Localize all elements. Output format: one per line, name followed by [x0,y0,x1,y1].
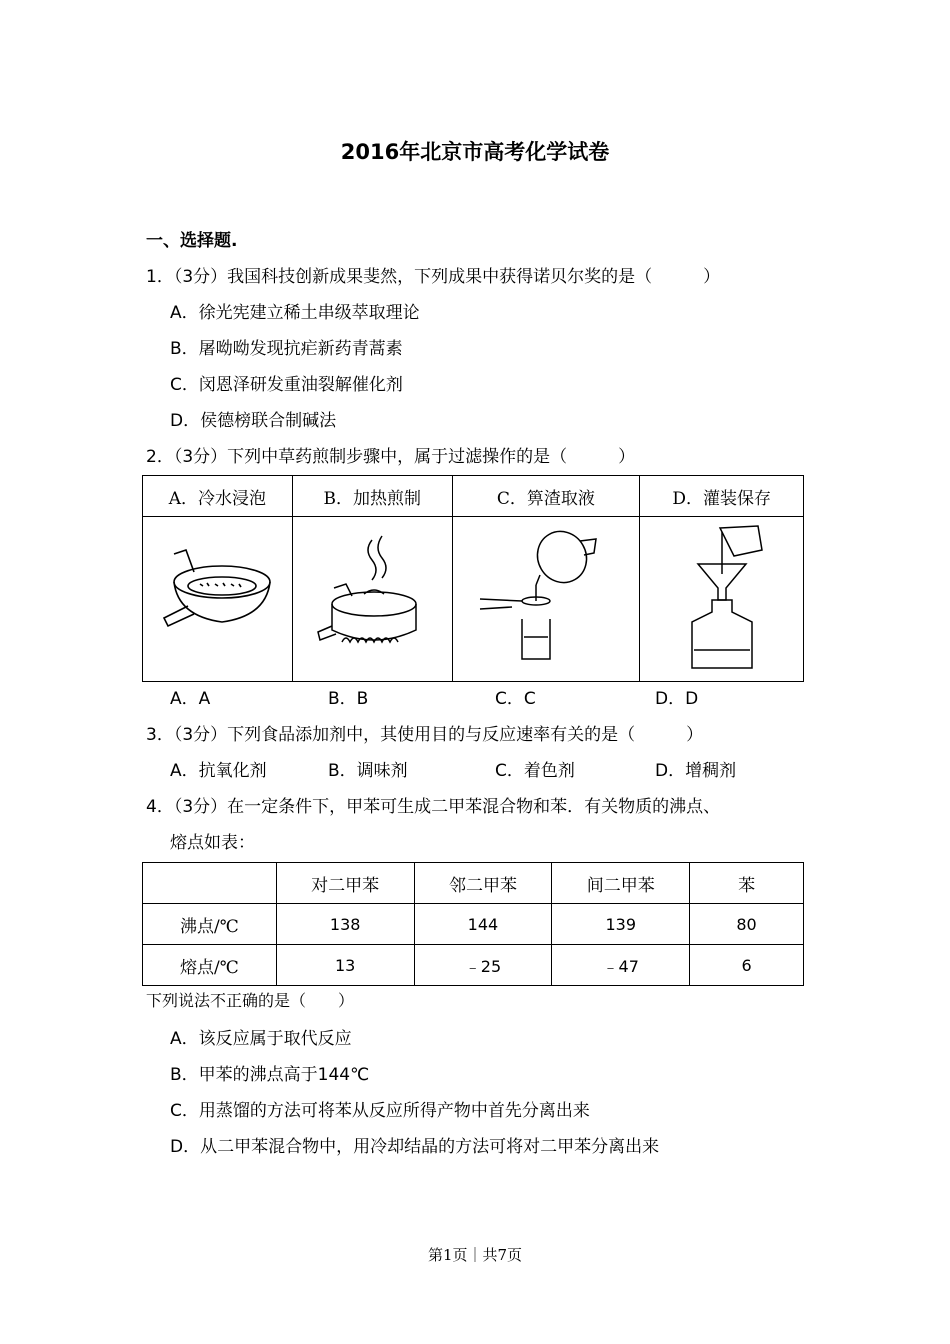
q4-row-boiling-label: 沸点/℃ [143,904,277,945]
question-1-option-b: B．屠呦呦发现抗疟新药青蒿素 [170,339,403,359]
question-1-option-c: C．闵恩泽研发重油裂解催化剂 [170,375,403,395]
question-1-option-d: D．侯德榜联合制碱法 [170,411,337,431]
q4-cell: 6 [690,945,804,986]
question-4-prompt: 下列说法不正确的是（ ） [146,991,355,1010]
question-3-stem: 3．（3分）下列食品添加剂中，其使用目的与反应速率有关的是（ ） [146,725,704,745]
question-2-answer-b: B．B [328,689,369,709]
bottling-illustration [662,522,782,672]
q2-header-a: A．冷水浸泡 [143,476,293,517]
q2-image-b [292,517,452,682]
q4-header-p-xylene: 对二甲苯 [276,863,414,904]
q2-image-d [640,517,804,682]
q4-header-benzene: 苯 [690,863,804,904]
page-footer: 第1页｜共7页 [427,1246,523,1264]
question-2-answer-a: A．A [170,689,211,709]
page-title: 2016年北京市高考化学试卷 [340,140,610,164]
q4-cell: 80 [690,904,804,945]
q4-cell: ﹣25 [414,945,552,986]
q2-header-d: D．灌装保存 [640,476,804,517]
question-3-option-b: B．调味剂 [328,761,408,781]
q4-cell: ﹣47 [552,945,690,986]
q2-image-a [143,517,293,682]
strain-liquid-illustration [476,527,616,667]
q4-row-melting-label: 熔点/℃ [143,945,277,986]
question-1-option-a: A．徐光宪建立稀土串级萃取理论 [170,303,420,323]
q4-header-m-xylene: 间二甲苯 [552,863,690,904]
question-4-table [142,862,804,986]
q4-cell: 139 [552,904,690,945]
question-4-option-a: A．该反应属于取代反应 [170,1029,352,1049]
q2-header-c: C．箅渣取液 [452,476,640,517]
section-heading: 一、选择题. [146,231,238,251]
question-3-option-c: C．着色剂 [495,761,575,781]
question-2-answer-c: C．C [495,689,536,709]
q4-cell: 13 [276,945,414,986]
question-2-answer-d: D．D [655,689,699,709]
question-3-option-a: A．抗氧化剂 [170,761,267,781]
question-4-option-d: D．从二甲苯混合物中，用冷却结晶的方法可将对二甲苯分离出来 [170,1137,660,1157]
q2-image-c [452,517,640,682]
q4-cell: 138 [276,904,414,945]
question-4-stem-line-2: 熔点如表： [170,833,255,853]
q2-header-b: B．加热煎制 [292,476,452,517]
q4-cell: 144 [414,904,552,945]
question-1-stem: 1．（3分）我国科技创新成果斐然，下列成果中获得诺贝尔奖的是（ ） [146,267,721,287]
question-2-stem: 2．（3分）下列中草药煎制步骤中，属于过滤操作的是（ ） [146,447,636,467]
question-2-table [142,475,804,682]
q4-header-empty [143,863,277,904]
question-4-stem-line-1: 4．（3分）在一定条件下，甲苯可生成二甲苯混合物和苯．有关物质的沸点、 [146,797,721,817]
q4-header-o-xylene: 邻二甲苯 [414,863,552,904]
question-3-option-d: D．增稠剂 [655,761,737,781]
question-4-option-b: B．甲苯的沸点高于144℃ [170,1065,370,1085]
soaking-pot-illustration [152,542,282,652]
question-4-option-c: C．用蒸馏的方法可将苯从反应所得产物中首先分离出来 [170,1101,590,1121]
boiling-pot-illustration [312,532,432,662]
